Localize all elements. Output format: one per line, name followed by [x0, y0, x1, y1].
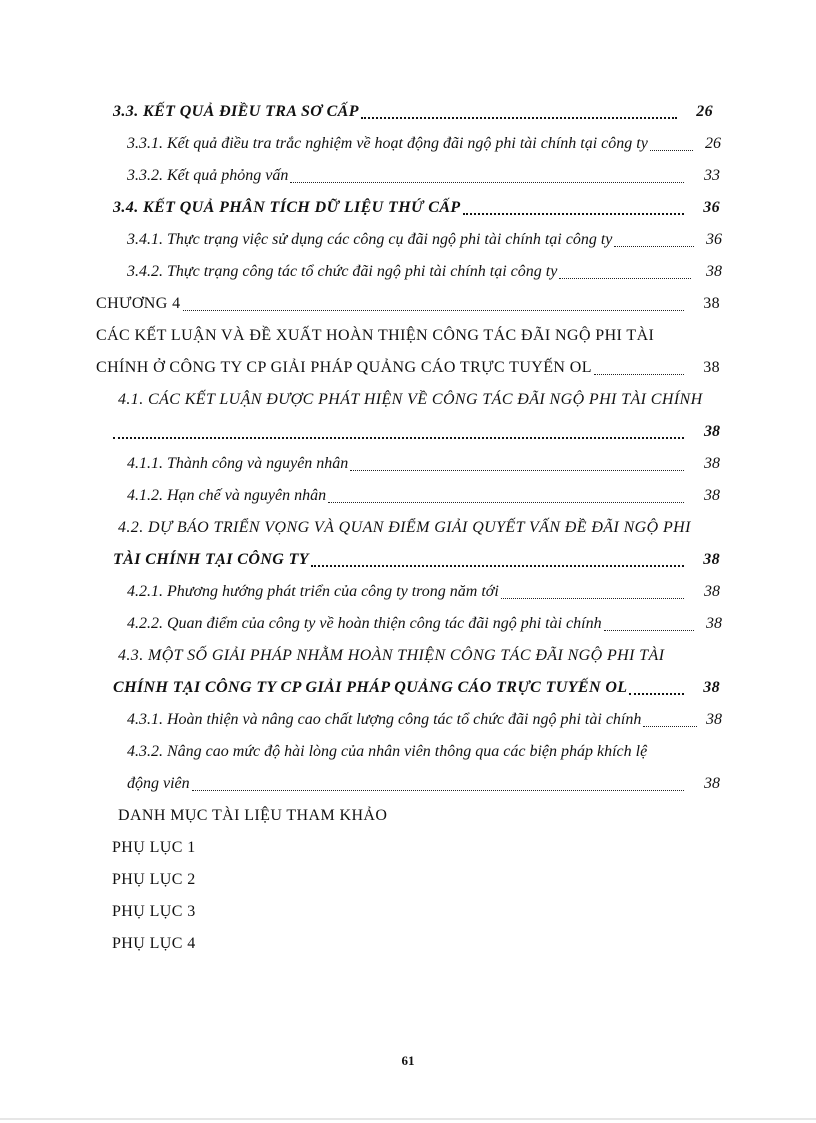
dot-leader — [290, 170, 684, 183]
dot-leader — [311, 553, 684, 567]
toc-entry-4-3-line-1 — [118, 640, 718, 666]
toc-page-number: 38 — [706, 263, 722, 280]
toc-references[interactable] — [118, 800, 518, 826]
toc-page-number: 38 — [706, 711, 722, 728]
toc-entry-text: PHỤ LỤC 4 — [112, 935, 196, 952]
toc-appendix-3[interactable] — [112, 896, 312, 922]
dot-leader — [113, 425, 684, 439]
toc-entry-4-2-2[interactable] — [127, 608, 722, 634]
toc-entry-text: 4.2. DỰ BÁO TRIỂN VỌNG VÀ QUAN ĐIỂM GIẢI QUYẾT VẤN ĐỀ ĐÃI NGỘ PHI — [118, 519, 691, 536]
toc-entry-3-4[interactable] — [113, 192, 720, 218]
toc-page-number: 33 — [704, 167, 720, 184]
toc-page-number: 36 — [706, 231, 722, 248]
toc-entry-text: 4.1. CÁC KẾT LUẬN ĐƯỢC PHÁT HIỆN VỀ CÔNG TÁC ĐÃI NGỘ PHI TÀI CHÍNH — [118, 391, 703, 408]
toc-entry-text: 3.3.1. Kết quả điều tra trắc nghiệm về hoạt động đãi ngộ phi tài chính tại công ty — [127, 135, 648, 152]
toc-entry-3-3-1[interactable] — [127, 128, 721, 154]
dot-leader — [350, 458, 684, 471]
dot-leader — [183, 298, 684, 311]
toc-page-number: 38 — [704, 487, 720, 504]
toc-page-number: 38 — [703, 679, 720, 696]
toc-entry-text: CHƯƠNG 4 — [96, 295, 181, 312]
toc-entry-text: CHÍNH Ở CÔNG TY CP GIẢI PHÁP QUẢNG CÁO TRỰC TUYẾN OL — [96, 359, 592, 376]
toc-entry-text: 3.4.1. Thực trạng việc sử dụng các công cụ đãi ngộ phi tài chính tại công ty — [127, 231, 613, 248]
toc-entry-4-3-2-line-1 — [127, 736, 707, 762]
toc-entry-4-1-2[interactable] — [127, 480, 720, 506]
toc-entry-4-1-line-1 — [118, 384, 718, 410]
toc-entry-4-3-line-2[interactable] — [113, 672, 720, 698]
toc-entry-4-2-line-1 — [118, 512, 718, 538]
toc-appendix-4[interactable] — [112, 928, 312, 954]
dot-leader — [463, 201, 684, 215]
toc-entry-text: 4.3.2. Nâng cao mức độ hài lòng của nhân viên thông qua các biện pháp khích lệ — [127, 743, 648, 760]
toc-entry-3-4-2[interactable] — [127, 256, 722, 282]
toc-entry-text: 3.3. KẾT QUẢ ĐIỀU TRA SƠ CẤP — [113, 103, 359, 120]
toc-entry-3-3[interactable] — [113, 96, 713, 122]
toc-entry-4-1-1[interactable] — [127, 448, 720, 474]
toc-entry-text: 3.4. KẾT QUẢ PHÂN TÍCH DỮ LIỆU THỨ CẤP — [113, 199, 461, 216]
toc-page-number: 38 — [703, 295, 720, 312]
toc-page-number: 38 — [703, 359, 720, 376]
toc-entry-text: CÁC KẾT LUẬN VÀ ĐỀ XUẤT HOÀN THIỆN CÔNG TÁC ĐÃI NGỘ PHI TÀI — [96, 327, 655, 344]
toc-page-number: 38 — [704, 455, 720, 472]
toc-page-number: 26 — [705, 135, 721, 152]
toc-entry-4-2-line-2[interactable] — [113, 544, 720, 570]
dot-leader — [328, 490, 684, 503]
dot-leader — [594, 362, 684, 375]
dot-leader — [604, 618, 694, 631]
toc-entry-4-2-1[interactable] — [127, 576, 720, 602]
toc-entry-text: 4.3.1. Hoàn thiện và nâng cao chất lượng công tác tổ chức đãi ngộ phi tài chính — [127, 711, 642, 728]
toc-appendix-2[interactable] — [112, 864, 312, 890]
toc-entry-text: 4.2.1. Phương hướng phát triển của công ty trong năm tới — [127, 583, 499, 600]
toc-page-number: 38 — [704, 423, 720, 440]
dot-leader — [614, 234, 694, 247]
toc-entry-text: 4.2.2. Quan điểm của công ty về hoàn thiện công tác đãi ngộ phi tài chính — [127, 615, 602, 632]
toc-page-number: 26 — [696, 103, 713, 120]
dot-leader — [501, 586, 684, 599]
toc-page-number: 38 — [704, 583, 720, 600]
toc-entry-text: 4.3. MỘT SỐ GIẢI PHÁP NHẰM HOÀN THIỆN CÔNG TÁC ĐÃI NGỘ PHI TÀI — [118, 647, 665, 664]
toc-entry-text: 4.1.2. Hạn chế và nguyên nhân — [127, 487, 327, 504]
toc-page-number: 38 — [703, 551, 720, 568]
toc-entry-text: CHÍNH TẠI CÔNG TY CP GIẢI PHÁP QUẢNG CÁO TRỰC TUYẾN OL — [113, 679, 628, 696]
page-number: 61 — [401, 1053, 415, 1068]
toc-page-number: 36 — [703, 199, 720, 216]
toc-entry-4-3-2-line-2[interactable] — [127, 768, 720, 794]
toc-appendix-1[interactable] — [112, 832, 312, 858]
toc-entry-text: TÀI CHÍNH TẠI CÔNG TY — [113, 551, 309, 568]
toc-entry-text: 3.4.2. Thực trạng công tác tổ chức đãi ngộ phi tài chính tại công ty — [127, 263, 558, 280]
toc-entry-chapter-4[interactable] — [96, 288, 720, 314]
toc-entry-3-4-1[interactable] — [127, 224, 722, 250]
toc-entry-4-1-line-2[interactable] — [113, 416, 720, 442]
dot-leader — [629, 681, 684, 695]
toc-chapter-title-line-1 — [96, 320, 696, 346]
dot-leader — [192, 778, 684, 791]
dot-leader — [361, 105, 677, 119]
toc-page-number: 38 — [704, 775, 720, 792]
toc-entry-text: PHỤ LỤC 1 — [112, 839, 196, 856]
dot-leader — [650, 138, 693, 151]
toc-page-number: 38 — [706, 615, 722, 632]
toc-entry-4-3-1[interactable] — [127, 704, 722, 730]
toc-entry-text: 3.3.2. Kết quả phỏng vấn — [127, 167, 289, 184]
toc-entry-text: PHỤ LỤC 2 — [112, 871, 196, 888]
toc-chapter-title-line-2[interactable] — [96, 352, 720, 378]
toc-entry-text: 4.1.1. Thành công và nguyên nhân — [127, 455, 349, 472]
dot-leader — [559, 266, 691, 279]
toc-entry-text: PHỤ LỤC 3 — [112, 903, 196, 920]
toc-entry-3-3-2[interactable] — [127, 160, 720, 186]
toc-entry-text: động viên — [127, 775, 190, 792]
page-bottom-divider — [0, 1118, 816, 1120]
dot-leader — [643, 714, 697, 727]
toc-entry-text: DANH MỤC TÀI LIỆU THAM KHẢO — [118, 807, 388, 824]
